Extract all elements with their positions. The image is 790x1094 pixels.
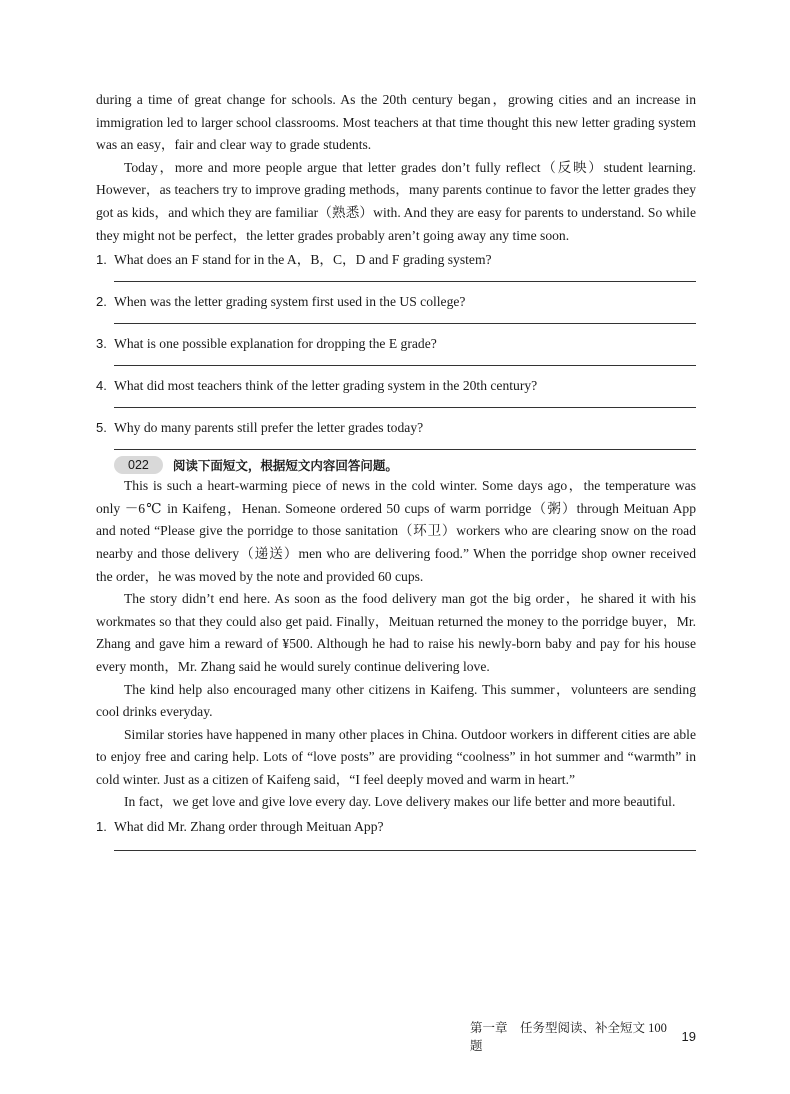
question-text: What is one possible explanation for dropping the E grade? — [114, 336, 437, 352]
question-text: What does an F stand for in the A，B，C，D and F grading system? — [114, 252, 492, 268]
passage-paragraph: Today，more and more people argue that letter grades don’t fully reflect（反映）student learning. However，as teachers try to improve grading methods，many parents continue to favor the letter grades they got as kids，and which they are familiar（熟悉）with. And they are easy for parents to understand. So while they might not be perfect，the letter grades probably aren’t going away any time soon. — [96, 159, 696, 243]
question-item — [96, 417, 696, 450]
section-instruction: 阅读下面短文，根据短文内容回答问题。 — [172, 458, 398, 474]
answer-line[interactable] — [114, 365, 696, 366]
question-item — [96, 375, 696, 408]
page-number: 19 — [681, 1028, 696, 1044]
question-number: 3. — [96, 336, 107, 352]
passage-paragraph: The kind help also encouraged many other citizens in Kaifeng. This summer，volunteers are sending cool drinks everyday. — [96, 681, 696, 720]
chapter-title: 第一章 任务型阅读、补全短文 100 题 — [470, 1021, 667, 1053]
passage-paragraph: Similar stories have happened in many other places in China. Outdoor workers in different cities are able to enjoy free and caring help. Lots of “love posts” are providing “coolness” in hot summer and “warmth” in cold winter. Just as a citizen of Kaifeng said，“I feel deeply moved and warm in heart.” — [96, 726, 696, 787]
question-text: When was the letter grading system first used in the US college? — [114, 294, 466, 310]
answer-line[interactable] — [114, 850, 696, 851]
answer-line[interactable] — [114, 407, 696, 408]
passage-paragraph: In fact，we get love and give love every day. Love delivery makes our life better and more beautiful. — [124, 794, 676, 810]
question-item — [96, 816, 696, 851]
page-footer — [470, 1018, 696, 1054]
question-item — [96, 249, 696, 282]
passage-paragraph: during a time of great change for schools. As the 20th century began，growing cities and an increase in immigration led to larger school classrooms. Most teachers at that time thought this new letter grading system was an easy，fair and clear way to grade students. — [96, 92, 696, 153]
question-item — [96, 333, 696, 366]
question-number: 1. — [96, 252, 107, 268]
question-text: Why do many parents still prefer the letter grades today? — [114, 420, 424, 436]
section-number-badge: 022 — [114, 456, 163, 474]
question-item — [96, 291, 696, 324]
passage-paragraph: This is such a heart-warming piece of news in the cold winter. Some days ago，the temperature was only －6℃ in Kaifeng，Henan. Someone ordered 50 cups of warm porridge（粥）through Meituan App and noted “Please give the porridge to those sanitation（环卫）workers who are clearing snow on the road nearby and those delivery（递送）men who are delivering food.” When the porridge shop owner received the order，he was moved by the note and provided 60 cups. — [96, 478, 696, 584]
section-header — [96, 455, 696, 475]
answer-line[interactable] — [114, 323, 696, 324]
question-number: 4. — [96, 378, 107, 394]
question-number: 5. — [96, 420, 107, 436]
answer-line[interactable] — [114, 281, 696, 282]
question-text: What did Mr. Zhang order through Meituan App? — [114, 819, 384, 835]
question-number: 2. — [96, 294, 107, 310]
question-number: 1. — [96, 819, 107, 835]
passage-paragraph: The story didn’t end here. As soon as the food delivery man got the big order，he shared it with his workmates so that they could also get paid. Finally，Meituan returned the money to the porridge buyer，Mr. Zhang and gave him a reward of ¥500. Although he had to raise his newly-born baby and pay for his house every month，Mr. Zhang said he would surely continue delivering love. — [96, 591, 696, 674]
answer-line[interactable] — [114, 449, 696, 450]
page-content — [96, 89, 696, 851]
question-text: What did most teachers think of the letter grading system in the 20th century? — [114, 378, 538, 394]
